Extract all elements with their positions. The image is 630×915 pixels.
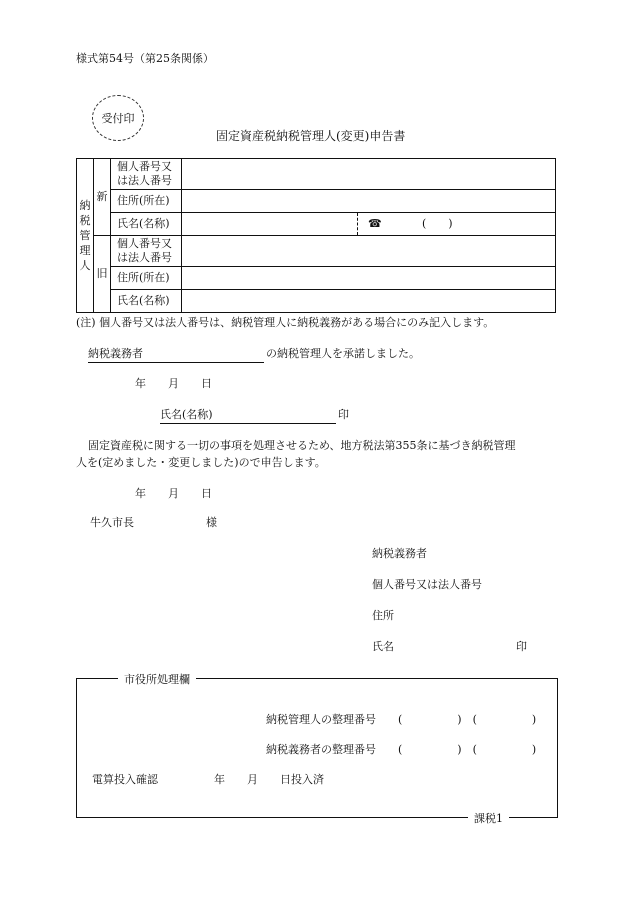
accept-seal: 印 — [338, 408, 349, 421]
new-id-label: 個人番号又 は法人番号 — [111, 159, 182, 190]
accept-date: 年 月 日 — [135, 377, 212, 390]
applicant-address: 住所 — [372, 609, 394, 622]
office-legend: 市役所処理欄 — [118, 671, 196, 687]
new-label: 新 — [94, 159, 111, 236]
old-label: 旧 — [94, 236, 111, 313]
new-name-label: 氏名(名称) — [111, 213, 182, 236]
accept-name-label: 氏名(名称) — [160, 408, 213, 421]
new-id-field[interactable] — [182, 159, 556, 190]
old-address-field[interactable] — [182, 267, 556, 290]
accept-taxpayer-label: 納税義務者 — [88, 347, 143, 360]
phone-separator — [357, 213, 358, 235]
accept-taxpayer-line[interactable] — [88, 345, 264, 363]
phone-paren: ( ) — [422, 217, 453, 230]
old-id-field[interactable] — [182, 236, 556, 267]
form-number: 様式第54号（第25条関係） — [76, 52, 214, 65]
manager-number-field[interactable]: ( ) ( ) — [398, 713, 537, 726]
new-address-field[interactable] — [182, 190, 556, 213]
applicant-seal: 印 — [516, 640, 527, 653]
accept-name-line[interactable] — [160, 406, 336, 424]
old-name-field[interactable] — [182, 290, 556, 313]
footer-code: 課税1 — [468, 810, 509, 826]
note: (注) 個人番号又は法人番号は、納税管理人に納税義務がある場合にのみ記入します。 — [76, 316, 495, 329]
tax-manager-side-label: 納 税 管 理 人 — [77, 159, 94, 313]
manager-number-label: 納税管理人の整理番号 — [266, 713, 376, 726]
accept-text: の納税管理人を承諾しました。 — [266, 347, 420, 360]
applicant-name: 氏名 — [372, 640, 394, 653]
taxpayer-number-field[interactable]: ( ) ( ) — [398, 743, 537, 756]
new-name-field[interactable] — [182, 213, 556, 236]
old-address-label: 住所(所在) — [111, 267, 182, 290]
new-address-label: 住所(所在) — [111, 190, 182, 213]
declaration-line2: 人を(定めました・変更しました)ので申告します。 — [76, 456, 326, 469]
reception-stamp-label: 受付印 — [101, 112, 135, 125]
phone-icon: ☎ — [368, 217, 382, 230]
old-id-label: 個人番号又 は法人番号 — [111, 236, 182, 267]
taxpayer-number-label: 納税義務者の整理番号 — [266, 743, 376, 756]
addressee-mayor: 牛久市長 — [90, 516, 134, 529]
page-title: 固定資産税納税管理人(変更)申告書 — [216, 129, 406, 143]
computer-input-label: 電算投入確認 — [92, 773, 158, 786]
computer-input-date: 年 月 日投入済 — [214, 773, 324, 786]
reception-stamp — [92, 95, 144, 141]
addressee-sama: 様 — [206, 516, 217, 529]
applicant-id-number: 個人番号又は法人番号 — [372, 578, 482, 591]
old-name-label: 氏名(名称) — [111, 290, 182, 313]
declaration-line1: 固定資産税に関する一切の事項を処理させるため、地方税法第355条に基づき納税管理 — [88, 439, 516, 452]
applicant-taxpayer: 納税義務者 — [372, 547, 427, 560]
declaration-date: 年 月 日 — [135, 487, 212, 500]
tax-manager-table — [76, 158, 556, 313]
